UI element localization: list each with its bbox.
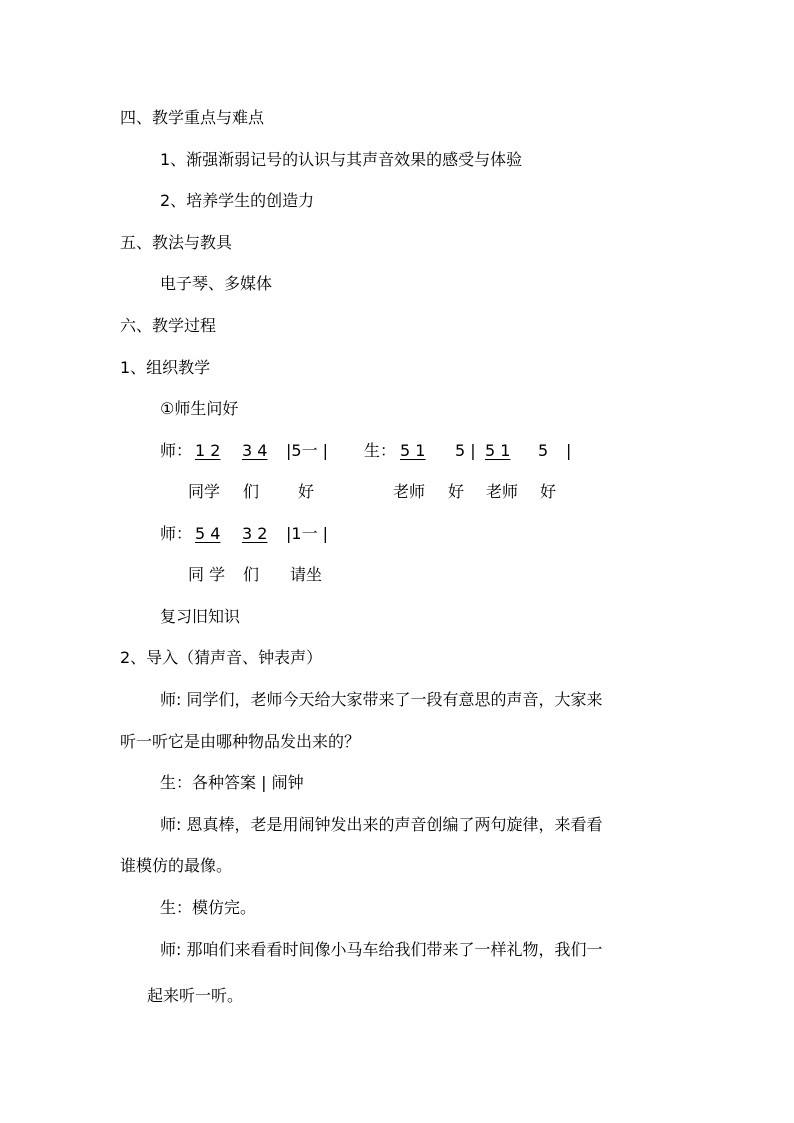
note-group: |1一 | xyxy=(286,524,329,543)
note-group: 5 4 xyxy=(195,524,221,543)
bar-line: | xyxy=(566,441,572,460)
step-1-heading: 1、组织教学 xyxy=(120,358,211,377)
dialogue-teacher-3-line-1: 师: 那咱们来看看时间像小马车给我们带来了一样礼物，我们一 xyxy=(160,940,603,959)
section-4-item-2: 2、培养学生的创造力 xyxy=(160,191,315,210)
lyric-word: 们 xyxy=(243,482,260,501)
section-4-item-1: 1、渐强渐弱记号的认识与其声音效果的感受与体验 xyxy=(160,150,523,169)
section-4-heading: 四、教学重点与难点 xyxy=(120,108,265,127)
dialogue-student-2: 生：模仿完。 xyxy=(160,898,257,917)
note-group: 3 4 xyxy=(242,441,268,460)
student-label: 生： xyxy=(364,441,397,460)
dialogue-teacher-2-line-2: 谁模仿的最像。 xyxy=(120,856,233,875)
teacher-label: 师： xyxy=(160,524,193,543)
section-5-tools: 电子琴、多媒体 xyxy=(160,274,273,293)
step-2-heading: 2、导入（猜声音、钟表声） xyxy=(120,648,323,667)
note-group: 1 2 xyxy=(195,441,221,460)
lyric-word: 好 xyxy=(448,482,465,501)
step-1-greeting: ①师生问好 xyxy=(160,399,239,418)
lyric-word: 好 xyxy=(540,482,557,501)
lyric-word: 同学 xyxy=(188,482,221,501)
note-group: |5一 | xyxy=(286,441,329,460)
lyric-word: 同 学 xyxy=(188,565,226,584)
lyric-word: 好 xyxy=(298,482,315,501)
lyric-word: 老师 xyxy=(393,482,426,501)
teacher-label: 师： xyxy=(160,441,193,460)
dialogue-teacher-1-line-2: 听一听它是由哪种物品发出来的？ xyxy=(120,732,361,751)
note-group: 5 xyxy=(538,441,549,460)
note-group: 5 | xyxy=(455,441,476,460)
note-group: 5 1 xyxy=(400,441,426,460)
dialogue-student-1: 生：各种答案 | 闹钟 xyxy=(160,773,304,792)
note-group: 5 1 xyxy=(485,441,511,460)
section-6-heading: 六、教学过程 xyxy=(120,316,217,335)
lyric-word: 们 xyxy=(243,565,260,584)
note-group: 3 2 xyxy=(242,524,268,543)
lyric-word: 请坐 xyxy=(290,565,323,584)
lyric-word: 老师 xyxy=(486,482,519,501)
dialogue-teacher-3-line-2: 起来听一听。 xyxy=(147,986,244,1005)
dialogue-teacher-1-line-1: 师: 同学们，老师今天给大家带来了一段有意思的声音，大家来 xyxy=(160,690,603,709)
step-1-review: 复习旧知识 xyxy=(160,607,241,626)
section-5-heading: 五、教法与教具 xyxy=(120,233,233,252)
dialogue-teacher-2-line-1: 师: 恩真棒，老是用闹钟发出来的声音创编了两句旋律，来看看 xyxy=(160,815,603,834)
